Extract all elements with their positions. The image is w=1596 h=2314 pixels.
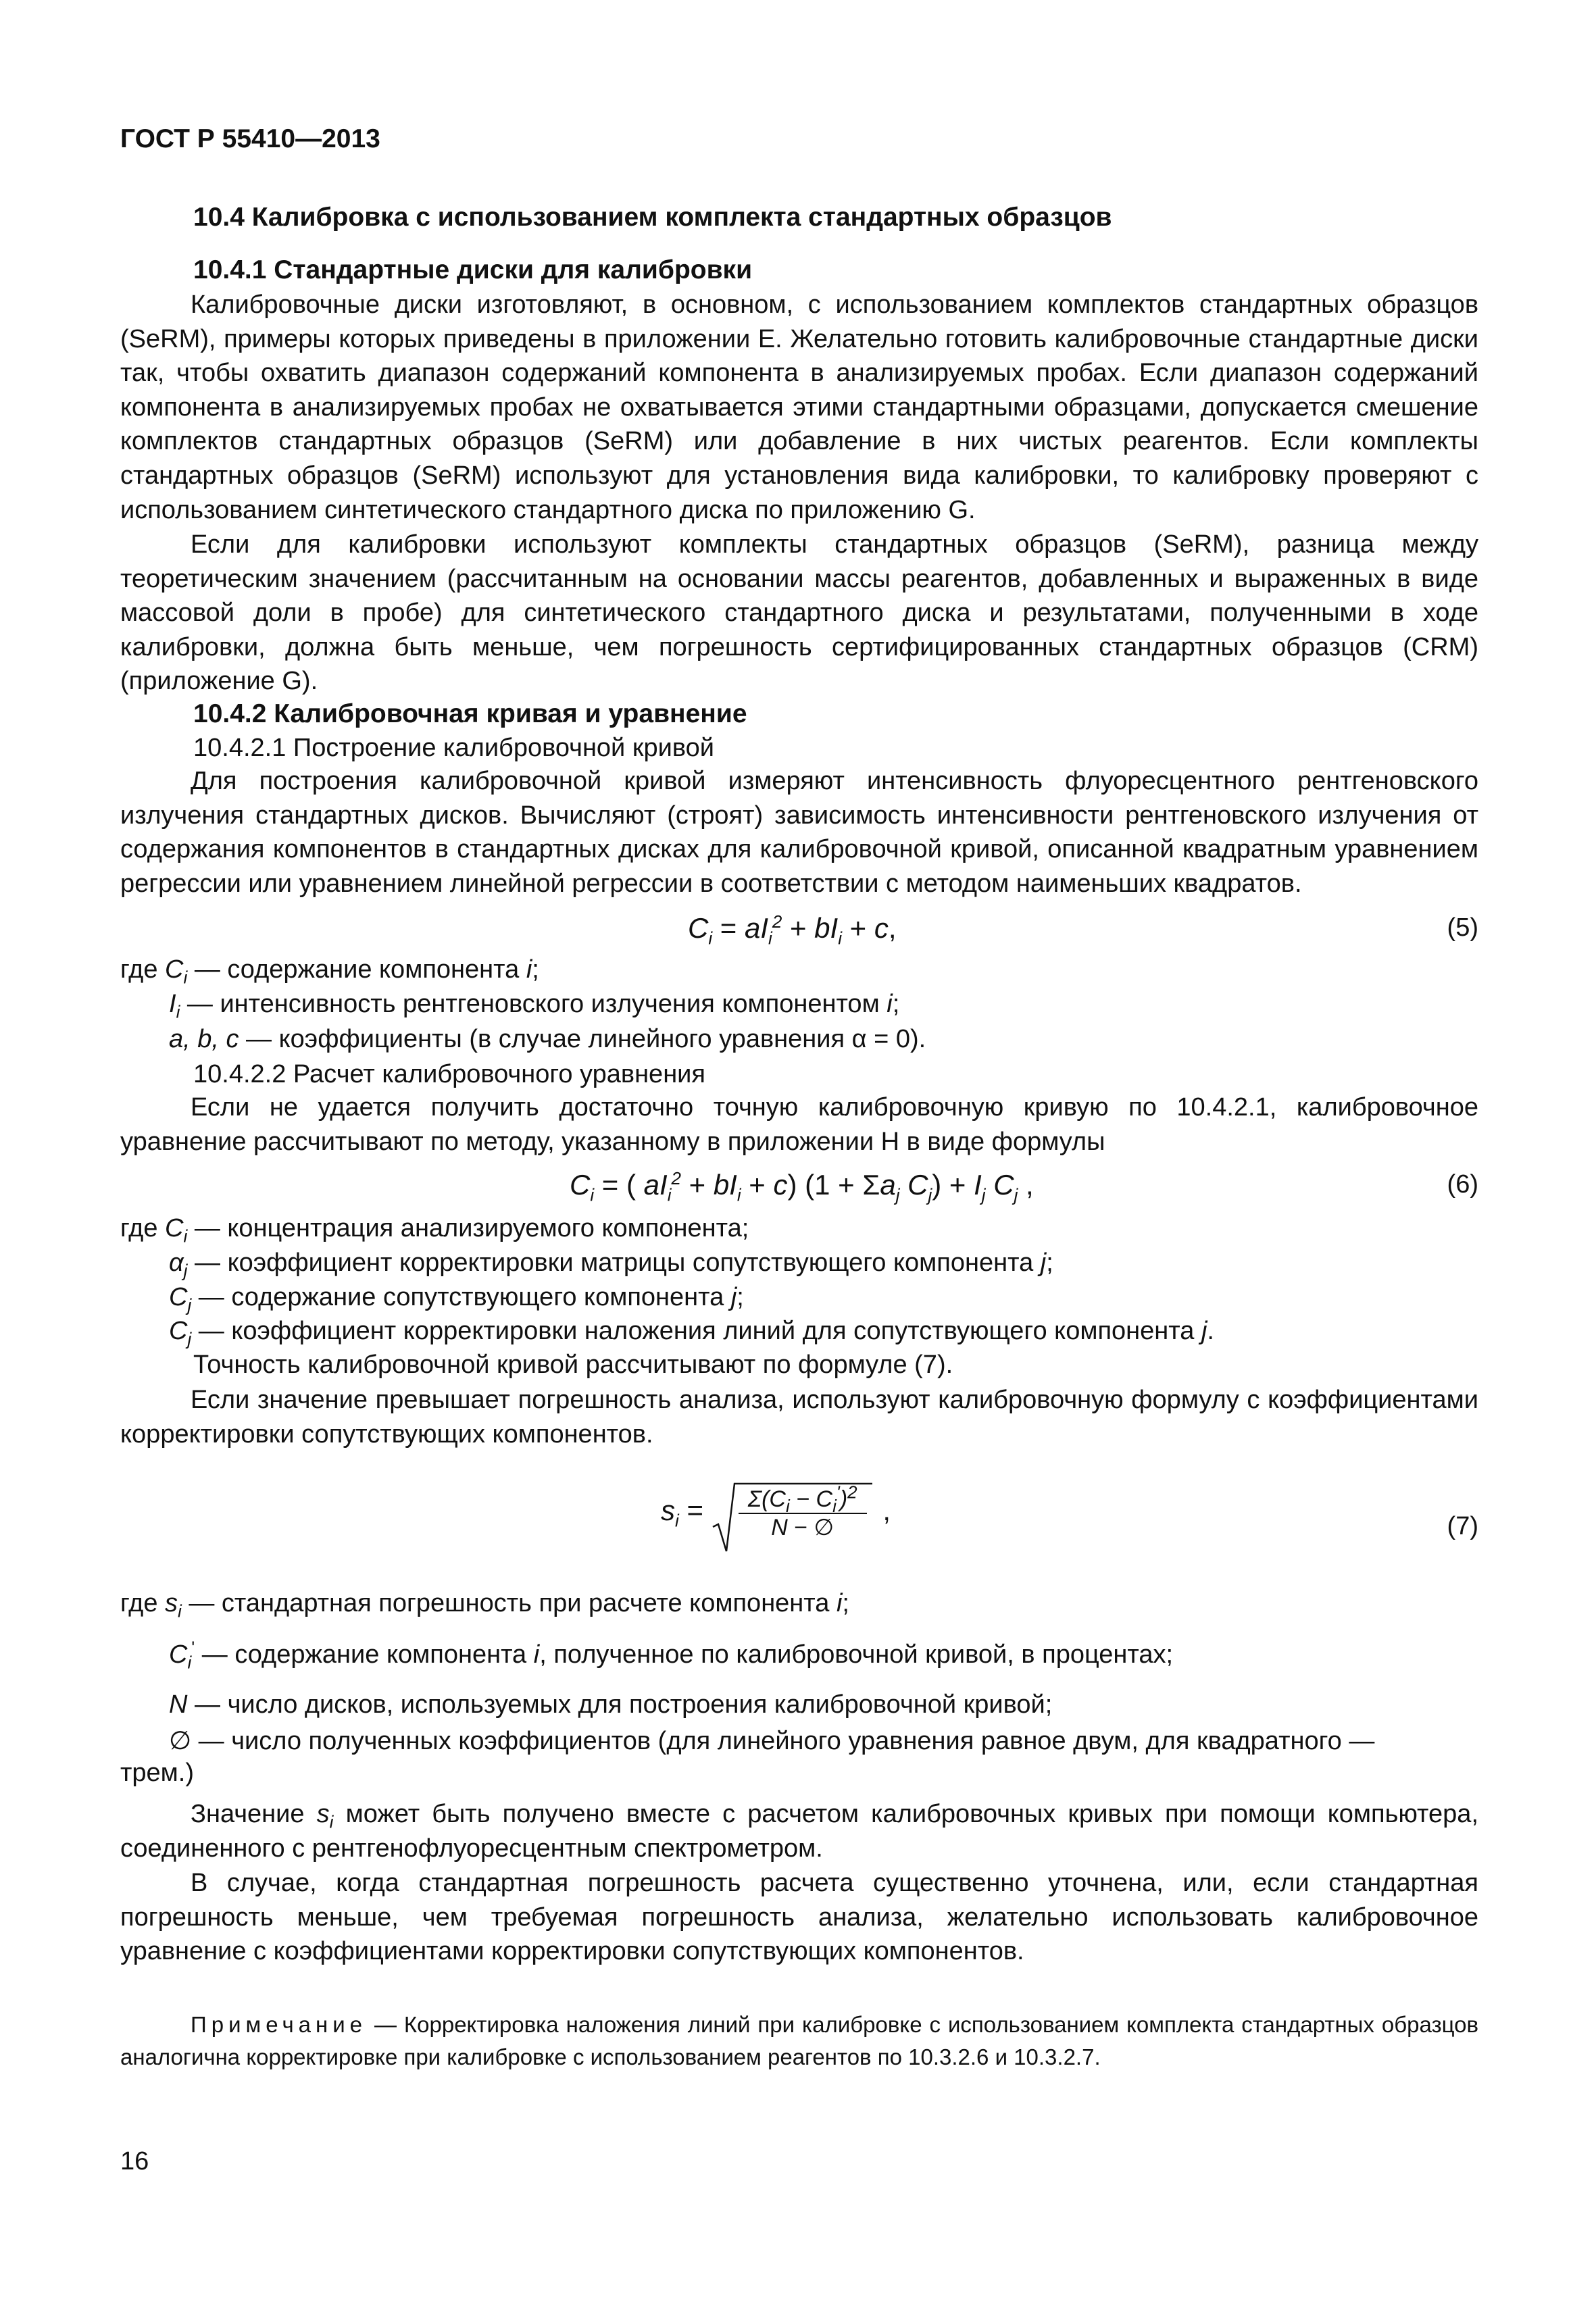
equation-6: $C_i$ = ( $aI_i^2 + bI_i + c$) ($1 + \Sigma a_j$ $C_j) + I_j$ $C_j$ , xyxy=(570,1168,1034,1205)
definition-n: N — число дисков, используемых для построения калибровочной кривой; xyxy=(169,1690,1053,1719)
definition-c-i-prime: $C_i'$ — содержание компонента i, полученное по калибровочной кривой, в процентах; xyxy=(169,1637,1174,1673)
note-label: Примечание xyxy=(191,2012,368,2037)
paragraph-1: Калибровочные диски изготовляют, в основном, с использованием комплектов стандартных образцов (SeRM), примеры которых приведены в приложении E. Желательно готовить калибровочные стандартные диски так, чтобы охватить диапазон содержаний компонента в анализируемых пробах. Если диапазон содержаний компонента в анализируемых пробах не охватывается этими стандартными образцами, допускается смешение комплектов стандартных образцов (SeRM) или добавление в них чистых реагентов. Если комплекты стандартных образцов (SeRM) используют для установления вида калибровки, то калибровку проверяют с использованием синтетического стандартного диска по приложению G. xyxy=(120,291,1478,524)
equation-7: $s_i$ = $\frac{\Sigma(C_i - C_i')^2}{N - \emptyset}$ , xyxy=(661,1480,891,1541)
definition-i-i: $I_i$ — интенсивность рентгеновского излучения компонентом i; xyxy=(169,990,900,1022)
heading-10-4-2-2: 10.4.2.2 Расчет калибровочного уравнения xyxy=(193,1060,705,1088)
equation-5-number: (5) xyxy=(1447,913,1478,942)
paragraph-8: В случае, когда стандартная погрешность расчета существенно уточнена, или, если стандартная погрешность меньше, чем требуемая погрешность анализа, желательно использовать калибровочное уравнение с коэффициентами корректировки сопутствующих компонентов. xyxy=(120,1869,1478,1966)
note xyxy=(120,2009,1478,2073)
definition-s-i: где $s_i$ — стандартная погрешность при расчете компонента i; xyxy=(120,1589,849,1621)
definition-c-j-content: $C_j$ — содержание сопутствующего компонента j; xyxy=(169,1283,744,1315)
definition-c-i: где $C_i$ — содержание компонента i; xyxy=(120,955,539,988)
definition-continuation: трем.) xyxy=(120,1759,195,1787)
paragraph-6: Если значение превышает погрешность анализа, используют калибровочную формулу с коэффициентами корректировки сопутствующих компонентов. xyxy=(120,1386,1478,1449)
paragraph-4: Если не удается получить достаточно точную калибровочную кривую по 10.4.2.1, калибровочное уравнение рассчитывают по методу, указанному в приложении H в виде формулы xyxy=(120,1093,1478,1156)
definition-empty-set: ∅ — число полученных коэффициентов (для линейного уравнения равное двум, для квадратного — xyxy=(169,1727,1375,1755)
standard-number: ГОСТ Р 55410—2013 xyxy=(120,124,380,153)
note-text: — Корректировка наложения линий при калибровке с использованием комплекта стандартных образцов аналогична корректировке при калибровке с использованием реагентов по 10.3.2.6 и 10.3.2.7. xyxy=(120,2012,1478,2069)
equation-5: $C_i = aI_i^2 + bI_i + c$, xyxy=(688,911,897,949)
definition-alpha-j: $\alpha_j$ — коэффициент корректировки матрицы сопутствующего компонента j; xyxy=(169,1249,1053,1281)
heading-10-4-1: 10.4.1 Стандартные диски для калибровки xyxy=(193,255,753,284)
definition-abc: a, b, c — коэффициенты (в случае линейного уравнения α = 0). xyxy=(169,1025,926,1053)
paragraph-2: Если для калибровки используют комплекты стандартных образцов (SeRM), разница между теоретическим значением (рассчитанным на основании массы реагентов, добавленных и выраженных в виде массовой доли в пробе) для синтетического стандартного диска и результатами, полученными в ходе калибровки, должна быть меньше, чем погрешность сертифицированных стандартных образцов (CRM) (приложение G). xyxy=(120,530,1478,696)
equation-7-number: (7) xyxy=(1447,1512,1478,1540)
definition-c-j-overlap: $C_j$ — коэффициент корректировки наложения линий для сопутствующего компонента j. xyxy=(169,1317,1214,1349)
paragraph-7: Значение $s_i$ может быть получено вместе с расчетом калибровочных кривых при помощи компьютера, соединенного с рентгенофлуоресцентным спектрометром. xyxy=(120,1800,1478,1863)
heading-10-4: 10.4 Калибровка с использованием комплекта стандартных образцов xyxy=(193,203,1112,232)
heading-10-4-2: 10.4.2 Калибровочная кривая и уравнение xyxy=(193,699,747,728)
paragraph-3: Для построения калибровочной кривой измеряют интенсивность флуоресцентного рентгеновского излучения стандартных дисков. Вычисляют (строят) зависимость интенсивности рентгеновского излучения от содержания компонентов в стандартных дисках для калибровочной кривой, описанной квадратным уравнением регрессии или уравнением линейной регрессии в соответствии с методом наименьших квадратов. xyxy=(120,767,1478,898)
definition-c-i-concentration: где $C_i$ — концентрация анализируемого компонента; xyxy=(120,1214,749,1247)
paragraph-5: Точность калибровочной кривой рассчитывают по формуле (7). xyxy=(193,1351,953,1379)
page-number: 16 xyxy=(120,2147,149,2175)
heading-10-4-2-1: 10.4.2.1 Построение калибровочной кривой xyxy=(193,734,714,762)
sqrt-symbol: $\frac{\Sigma(C_i - C_i')^2}{N - \emptyset}$ xyxy=(712,1480,867,1541)
equation-6-number: (6) xyxy=(1447,1170,1478,1199)
